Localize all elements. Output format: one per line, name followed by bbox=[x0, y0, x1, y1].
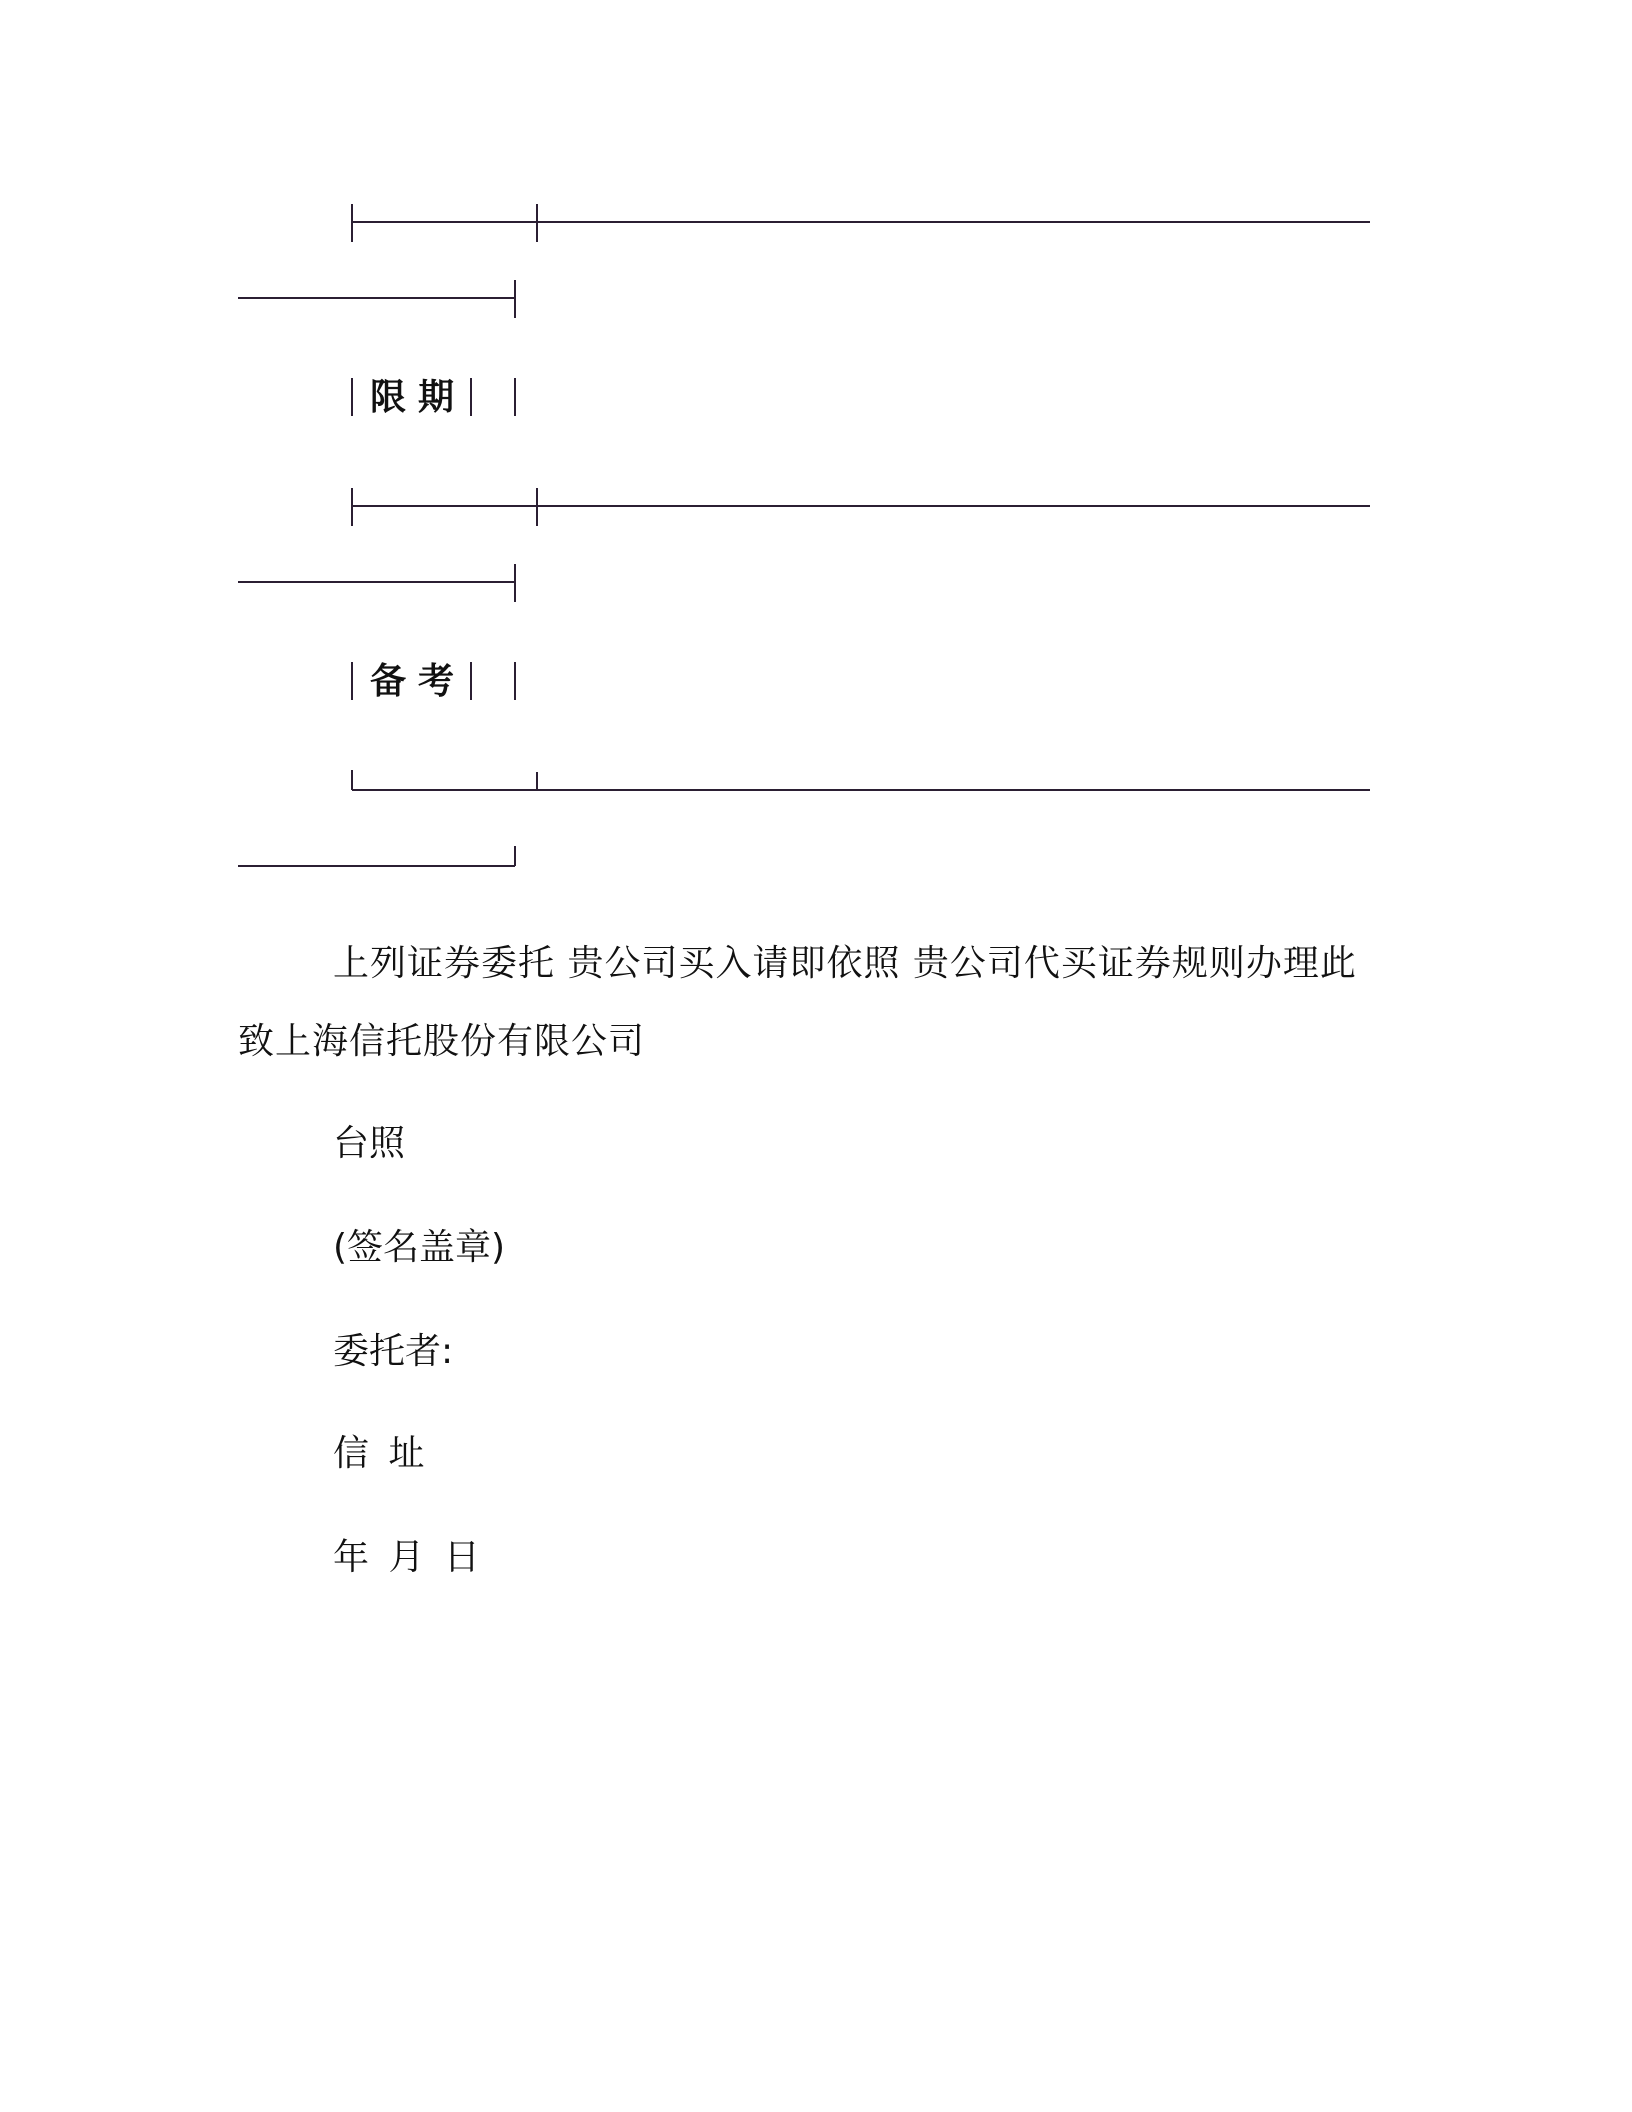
request-text-line-2: 致上海信托股份有限公司 bbox=[238, 1021, 646, 1062]
note-label: 备考 bbox=[370, 661, 467, 702]
limit-label: 限期 bbox=[370, 377, 467, 418]
salutation: 台照 bbox=[333, 1123, 406, 1164]
principal-label: 委托者: bbox=[333, 1331, 454, 1372]
date-label: 年 月 日 bbox=[333, 1537, 484, 1578]
request-text-line-1: 上列证券委托 贵公司买入请即依照 贵公司代买证券规则办理此 bbox=[333, 943, 1357, 984]
address-label: 信 址 bbox=[333, 1433, 429, 1474]
sign-seal-label: (签名盖章) bbox=[333, 1227, 506, 1268]
